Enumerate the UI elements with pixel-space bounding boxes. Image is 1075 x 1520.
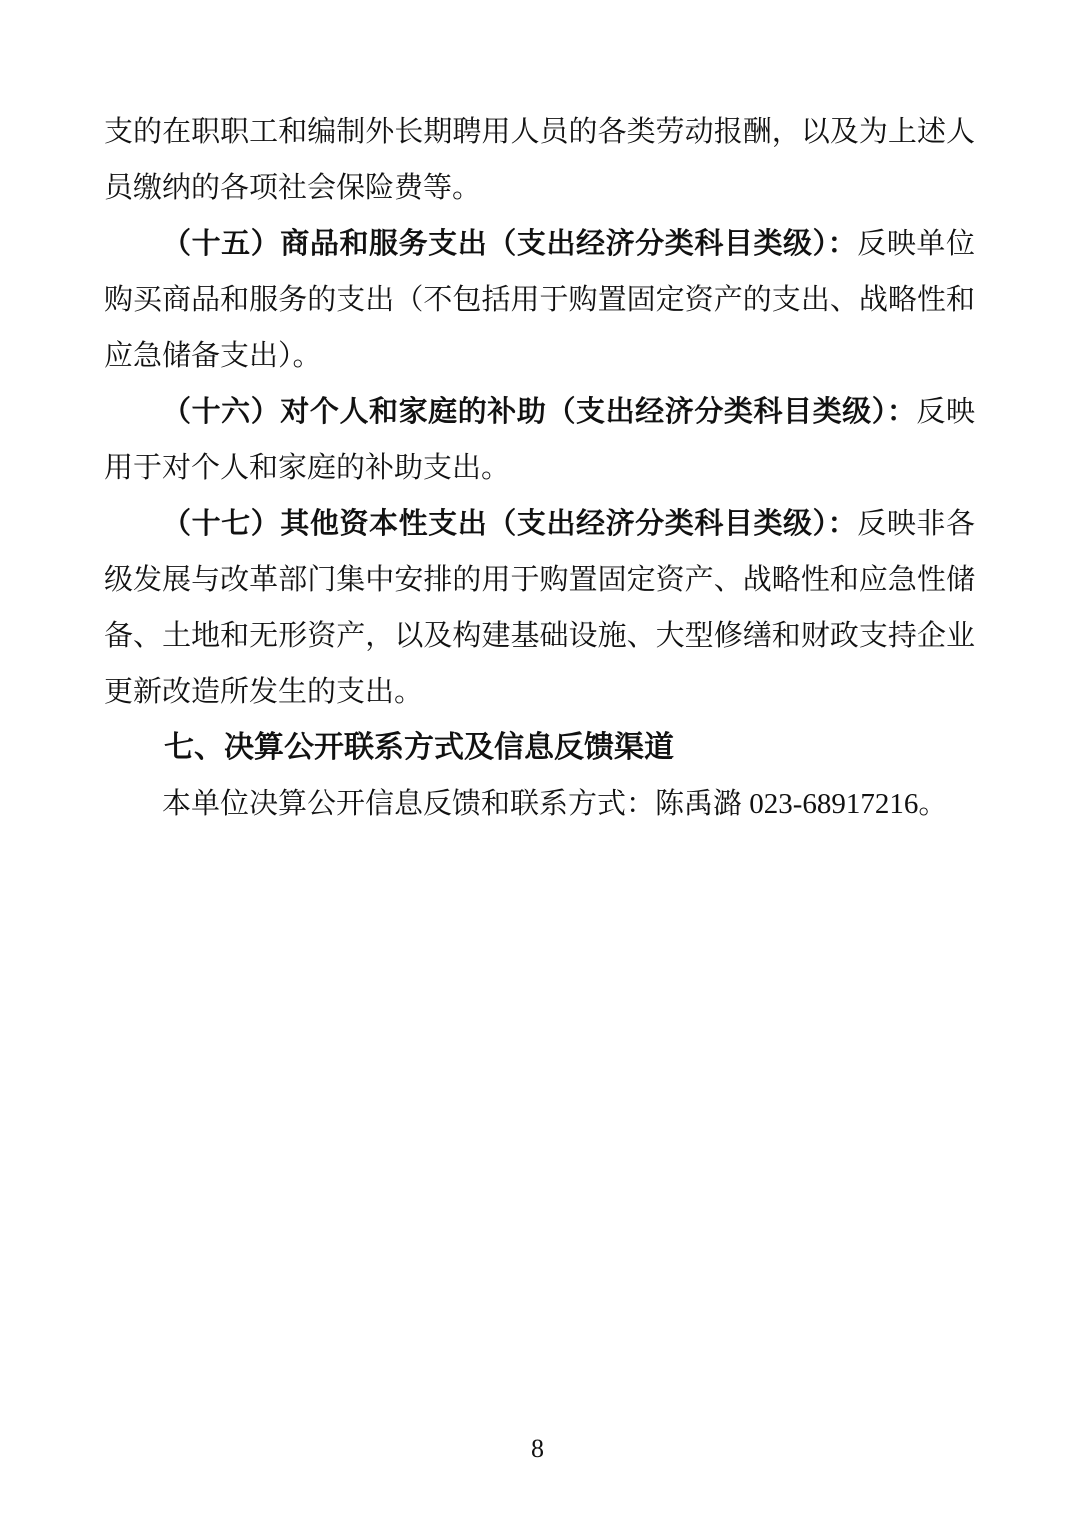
paragraph-item-15 (104, 216, 975, 384)
item-15-lead: （十五）商品和服务支出（支出经济分类科目类级）： (162, 228, 858, 260)
paragraph-item-17 (104, 496, 975, 720)
paragraph-contact: 本单位决算公开信息反馈和联系方式：陈禹潞 023-68917216。 (162, 788, 948, 820)
page-number: 8 (531, 1434, 544, 1463)
paragraph-continuation: 支的在职职工和编制外长期聘用人员的各类劳动报酬，以及为上述人员缴纳的各项社会保险费等。 (104, 116, 975, 204)
section-heading: 七、决算公开联系方式及信息反馈渠道 (164, 731, 674, 764)
document-body (104, 104, 975, 832)
item-16-lead: （十六）对个人和家庭的补助（支出经济分类科目类级）： (162, 396, 917, 428)
item-17-body: 反映非各级发展与改革部门集中安排的用于购置固定资产、战略性和应急性储备、土地和无形资产，以及构建基础设施、大型修缮和财政支持企业更新改造所发生的支出。 (104, 508, 975, 708)
item-17-lead: （十七）其他资本性支出（支出经济分类科目类级）： (162, 508, 858, 540)
paragraph-item-16 (104, 384, 975, 496)
item-16-body: 反映用于对个人和家庭的补助支出。 (104, 396, 975, 484)
item-15-body: 反映单位购买商品和服务的支出（不包括用于购置固定资产的支出、战略性和应急储备支出）。 (104, 228, 975, 372)
